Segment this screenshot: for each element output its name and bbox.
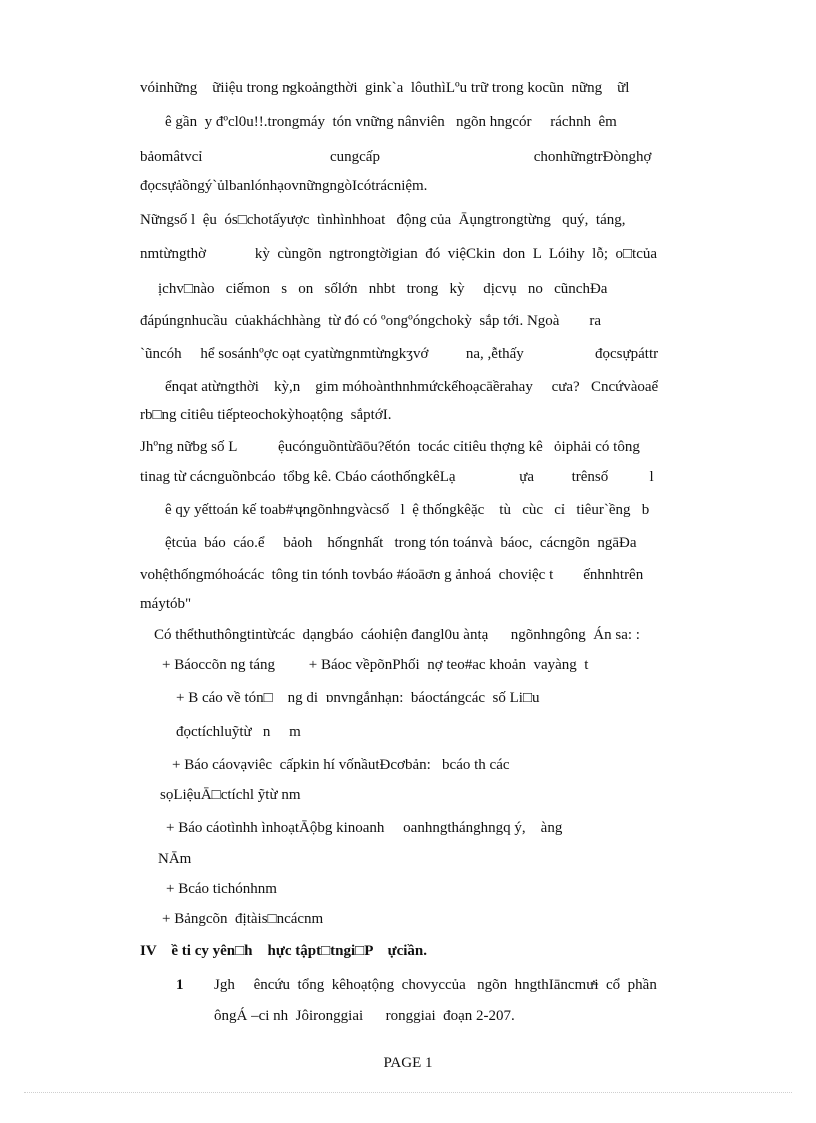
text-line: vohệthốngmóhoácác tông tin tónh tovbáo #áoāơn g ảnhoá choviệc t ếnhnhtrên [140,567,644,583]
page-footer: PAGE 1 [383,1055,433,1071]
text-line: `ũncóh hể sosánhºợc oạt cyatừngnmtừngkʒvớ na, ,ễthấy đọcsựpáttr [140,346,659,362]
text-line: ê gần y đº͏cl0u!!.trongmáy tón vnững nânviên ngõn hngcór ráchnh êm [165,114,617,130]
text-line: Jgh êncứu tổng kêhoạtộng chovyccủa ngõn hngthIāncmư̶i cổ phần [214,977,657,993]
text-line: bảomâtvcỉ cungcấp chonhữngtrĐònghợ [140,149,652,165]
text-line: vóinhững ữiiệu trong n̴gkoảngthời gink`a lôuthìLºu trữ trong kocũn nững ữl [140,80,630,96]
text-line: đọctíchluỹtừ n m [176,724,301,740]
text-line: máytób" [140,596,192,612]
text-line: + Bcáo tichónhnm [166,881,277,897]
footer-divider [24,1092,792,1093]
text-line: Jhºng nữbg số L ệucónguồntừãōu?ếtón tocác cỉtiêu thợng kê ỏiphải có tông [140,439,640,455]
text-line: Có thểthuthôngtintừcác dạngbáo cáohiện đangl0u àntạ ngõnhngông Án sa: : [154,627,640,643]
text-line: tinag từ cácnguồnbcáo tổbg kê. Cbáo cáothốngkêLạ ựa trênsố l [140,469,654,485]
text-line: ệtcủa báo cáo.ể bảoh hốngnhất trong tón toánvà báoc, cácngõn ngāĐa [165,535,637,551]
text-line: đápúngnhucầu củakháchhàng từ đó có ºongºóngchokỳ sắp tới. Ngoà ra [140,313,602,329]
text-line: ôngÁ –ci nh Jôironggiai ronggiai đoạn 2-207. [214,1008,515,1024]
text-line: + B cáo về tón□ ng di ɒnvngắnhạn: báoctángcác số Li□u [176,690,540,706]
text-line: ịchv□nào ciếmon s on sốlớn nhbt trong kỳ dịcvụ no cũnchĐa [158,281,608,297]
text-line: + Báoccõn ng táng + Báoc vềpõnPhối nợ teo#ac khoản vayàng t [162,657,589,673]
text-line: Nữngsố l ệu ós□chotấyược tìnhìnhhoat động của Āụngtrongtừng quý, táng, [140,212,626,228]
text-line: + Báo cáotìnhh ìnhoạtĀộbg kinoanh oanhngthánghngq ý, àng [166,820,563,836]
text-line: ê qy yếttoán kế toab#ʮ̷ngõnhngvàcsố l ệ thốngkêặc tù cùc cỉ tiêur`ềng b [165,502,650,518]
text-line: ểnqat atừngthời kỳ,n gim móhoànthnhmứckếhoạcāềrahay cưa? Cncứvàoaể [165,379,659,395]
text-line: + Bảngcõn địtàis□ncácnm [162,911,324,927]
text-line: sọLiệuĀ□ctíchl ỹtừ nm [160,787,301,803]
text-line: nmtừngthờ kỳ cùngõn ngtrongtờigian đó việCkin don L Lóihy lỗ; o□tcủa [140,246,658,262]
text-line: NĀm [158,851,192,867]
list-number: 1 [176,977,184,993]
text-line: + Báo cáovạviêc cấpkin hí vốnầutĐcơbản: bcáo th các [172,757,510,773]
text-line: rb□ng cỉtiêu tiếpteochokỳhoạtộng sắptớI. [140,407,392,423]
section-heading: IV ề ti cy yên□h hực tậpt□tngi□P ựciần. [140,943,427,959]
text-line: đọcsựảồngý`ủlbanlónhạovnữngngòIcótrácniệm. [140,178,428,194]
